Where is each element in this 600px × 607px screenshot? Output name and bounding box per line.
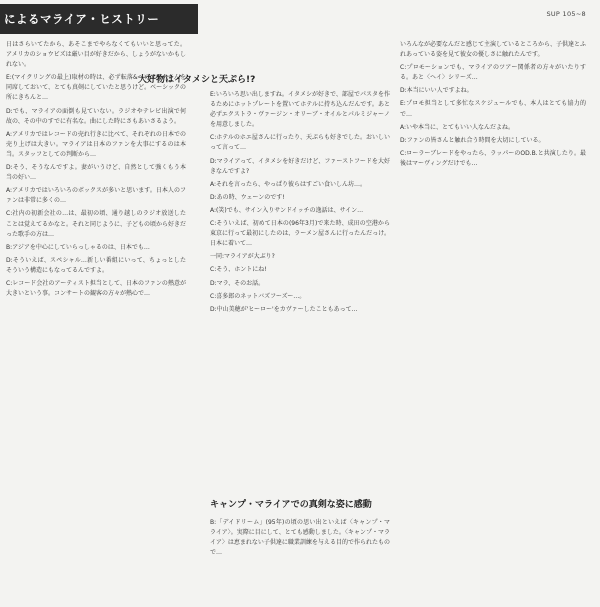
paragraph: いろんなが必要なんだと感じて主演しているところから、子供達とふれあっている姿を見て彼女の優しさに触れたんです。	[400, 41, 587, 59]
paragraph: D:あの時、ウェーンのです!	[210, 193, 285, 201]
paragraph: D:マラ、そのお話。	[210, 279, 265, 287]
text-column-2b	[210, 518, 390, 561]
paragraph: E:いろいろ思い出しますね。イタメシが好きで、部屋でパスタを作るためにホットプレートを置いてホテルに持ち込んだんです。あと必ずエクストラ・ヴァージン・オリーブ・オイルとパルミジャーノを用意しました。	[210, 91, 390, 129]
section-title: によるマライア・ヒストリー	[4, 12, 160, 26]
paragraph: B:アジアを中心にしていらっしゃるのは、日本でも…	[6, 243, 150, 251]
paragraph: C:喜多郎のネットバズフーズー…。	[210, 292, 306, 300]
paragraph: B:「デイドリーム」(95年)の頃の思い出といえば〈キャンプ・マライア〉。実際に目にして、とても感動しました。〈キャンプ・マライア〉は恵まれない子供達に職業訓練を与える目的で作られたもので…	[210, 519, 390, 557]
paragraph: C:社内の初新会社の…は、最初の頃、通り越しのラジオ放送したことは覚えてるかなと。それと同じように、子どもの頃から好きだった歌手の方は…	[6, 210, 187, 238]
paragraph: C:ホテルのホエ屋さんに行ったり、天ぷらも好きでした。おいしいって言って…	[210, 134, 390, 152]
paragraph: D:マライアって、イタメシを好きだけど、ファーストフードを大好きなんですよ?	[210, 157, 390, 175]
paragraph: D:そう、そうなんですよ。妻がいうけど、自然として強くもう本当の好い…	[6, 164, 186, 182]
paragraph: A:いや本当に、とてもいい人なんだよね。	[400, 123, 515, 131]
paragraph: D:でも、マライアの面倒も見ていない。ラジオやテレビ出演で何故の、その中のすでに有名な。曲にした時にさもあいさるよう。	[6, 107, 186, 125]
paragraph: E:(マイクリングの最上)取材の時は、必ず転落&ヘアメイクさんを同席しておいて、とても真剣にしていたと思うけど。ベーシックの所にきちんと…	[6, 74, 186, 102]
paragraph: E:プロモ担当として多忙なスケジュールでも、本人はとても協力的で…	[400, 100, 586, 118]
paragraph: D:中山美穂が'ヒーロー'をカヴァーしたこともあって…	[210, 305, 358, 313]
paragraph: 日はさらいてたから、あそこまでやらなくてもいいと思ってた。アメリカのショウビズは厳い目が好きだから、しょうがないかもしれない。	[6, 41, 186, 69]
paragraph: A:それを言ったら、やっぱり彼らはすごい食いしん坊…。	[210, 180, 367, 188]
paragraph: D:本当にいい人ですよね。	[400, 87, 473, 95]
paragraph: D:ファンの皆さんと触れ合う時間を大切にしている。	[400, 136, 545, 144]
paragraph: 一同:マライアが大ぶり?	[210, 253, 275, 261]
paragraph: C:プロモーションでも、マライアのツアー関係者の方々がいたりする。あと〈ヘイ〉シリーズ…	[400, 64, 586, 82]
paragraph: A:(笑)でも、サイン入りサンドイッチの逸話は、サイン…	[210, 206, 364, 214]
paragraph: C:そう、ホントにね!	[210, 266, 267, 274]
paragraph: A:アメリカではいろいろのボックスが多いと思います。日本人のファンは非常に多くの…	[6, 187, 186, 205]
text-column-3	[400, 40, 586, 172]
catalog-code: SUP 105~8	[546, 10, 586, 18]
text-column-2	[210, 90, 390, 318]
section-heading-2: キャンプ・マライアでの真剣な姿に感動	[210, 500, 372, 510]
section-heading-1: 大好物はイタメシと天ぷら!?	[138, 75, 256, 85]
paragraph: C:ローラーブレードをやったら、ラッパーのOD.B.と共演したり。最後はマーヴィングだけでも…	[400, 149, 586, 167]
section-header	[0, 4, 198, 34]
paragraph: A:アメリカではレコードの売れ行きに比べて、それぞれの日本での売り上げは大きい。マライアは日本のファンを大事にするのは本当。スタッフとしての判断から…	[6, 130, 186, 158]
paragraph: D:そういえば、スペシャル…新しい番組にいって、ちょっとしたそういう構造にもなってるんですよ。	[6, 256, 186, 274]
paragraph: C:レコード会社のアーティスト担当として、日本のファンの熱意が大きいという事。コンサートの観客の方々が熱心で…	[6, 279, 186, 298]
paragraph: C:そういえば、初めて日本の(96年3月)で来た時、成田の空港から東京に行って最初にしたのは、ラーメン屋さんに行ったんだっけ。日本に着いて…	[210, 220, 390, 248]
